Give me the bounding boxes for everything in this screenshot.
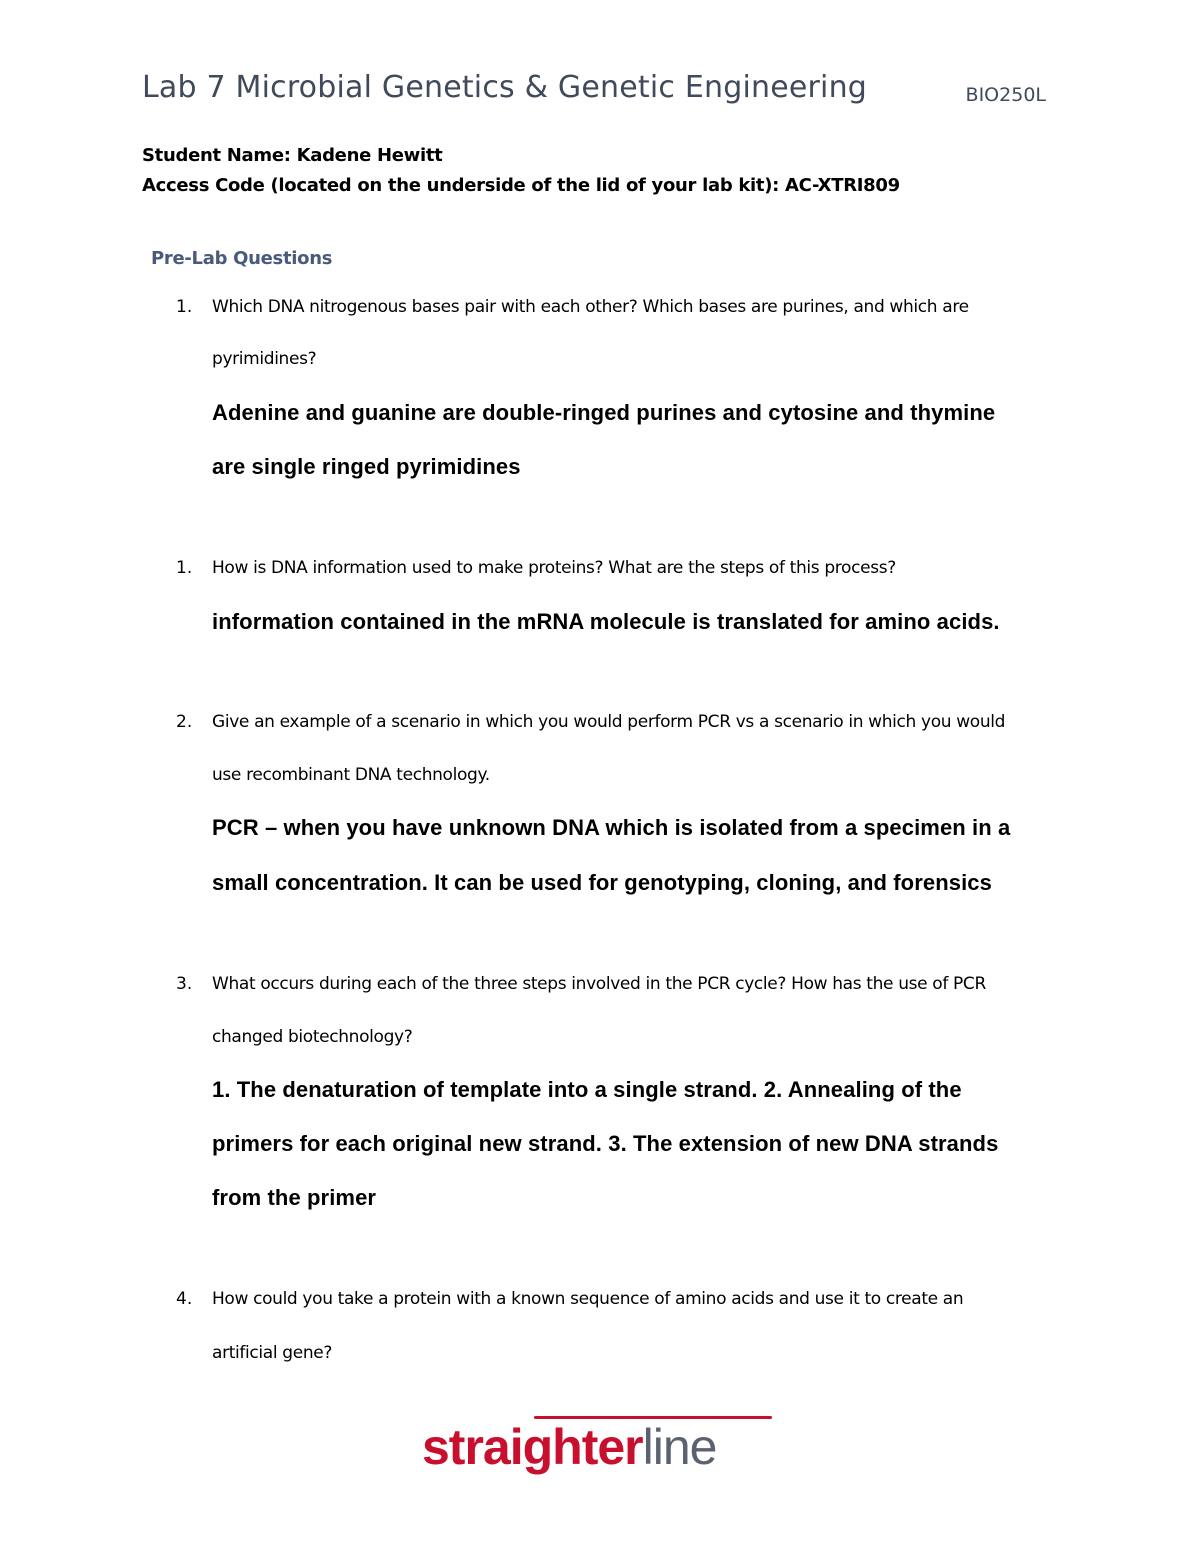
answer-text: information contained in the mRNA molecule is translated for amino acids. — [212, 609, 1000, 634]
question-number: 4. — [176, 1289, 193, 1309]
question-text: How is DNA information used to make proteins? What are the steps of this process? — [212, 558, 896, 578]
answer-text: primers for each original new strand. 3. The extension of new DNA strands — [212, 1131, 999, 1156]
answer-text: are single ringed pyrimidines — [212, 454, 521, 479]
question-text: How could you take a protein with a known sequence of amino acids and use it to create an — [212, 1289, 964, 1309]
logo-text-strong: straighter — [422, 1419, 643, 1475]
logo-wordmark — [422, 1412, 716, 1482]
answer-text: from the primer — [212, 1185, 377, 1210]
answer-text: PCR – when you have unknown DNA which is isolated from a specimen in a — [212, 815, 1011, 840]
answer-text: 1. The denaturation of template into a single strand. 2. Annealing of the — [212, 1077, 962, 1102]
question-number: 1. — [176, 558, 193, 578]
student-name-line: Student Name: Kadene Hewitt — [142, 145, 443, 166]
question-text: Give an example of a scenario in which you would perform PCR vs a scenario in which you would — [212, 712, 1006, 732]
question-text: Which DNA nitrogenous bases pair with each other? Which bases are purines, and which are — [212, 297, 969, 317]
question-text: What occurs during each of the three steps involved in the PCR cycle? How has the use of PCR — [212, 974, 986, 994]
question-number: 1. — [176, 297, 193, 317]
question-text: changed biotechnology? — [212, 1027, 413, 1047]
answer-text: Adenine and guanine are double-ringed purines and cytosine and thymine — [212, 400, 996, 425]
document-title: Lab 7 Microbial Genetics & Genetic Engineering — [142, 70, 868, 105]
question-number: 3. — [176, 974, 193, 994]
question-text: use recombinant DNA technology. — [212, 765, 490, 785]
course-code: BIO250L — [965, 84, 1046, 106]
title-row — [142, 70, 1052, 114]
question-number: 2. — [176, 712, 193, 732]
section-heading: Pre-Lab Questions — [151, 248, 333, 269]
answer-text: small concentration. It can be used for genotyping, cloning, and forensics — [212, 870, 992, 895]
question-text: artificial gene? — [212, 1343, 333, 1363]
question-text: pyrimidines? — [212, 349, 317, 369]
logo-text-light: line — [642, 1419, 717, 1475]
straighterline-logo — [422, 1412, 782, 1482]
access-code-line: Access Code (located on the underside of the lid of your lab kit): AC-XTRI809 — [142, 175, 900, 196]
